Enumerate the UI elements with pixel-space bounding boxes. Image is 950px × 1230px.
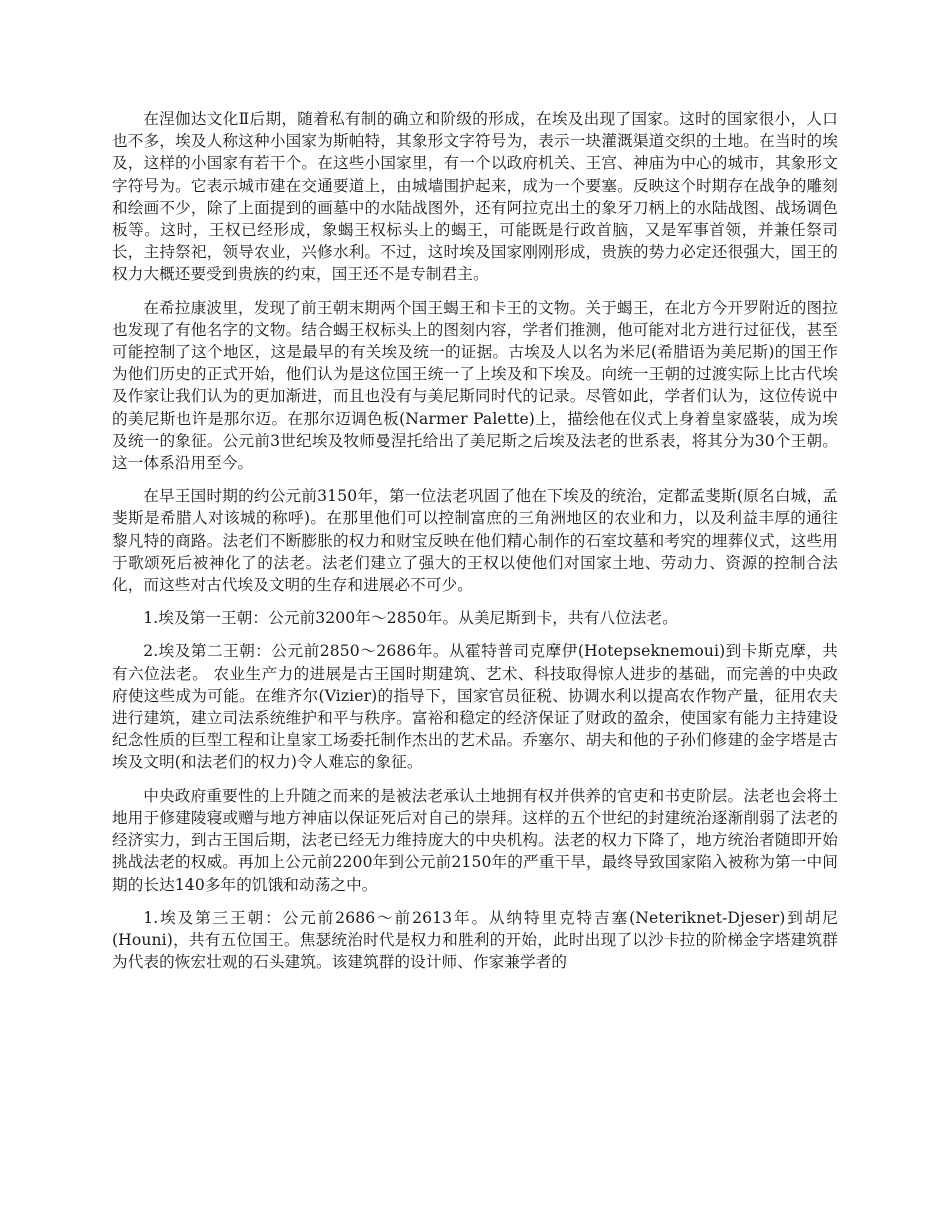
paragraph-third-dynasty: 1.埃及第三王朝：公元前2686～前2613年。从纳特里克特吉塞(Neteriknet-Djeser)到胡尼(Houni)，共有五位国王。焦瑟统治时代是权力和胜利的开始，此时出现了以沙卡拉的阶梯金字塔建筑群为代表的恢宏壮观的石头建筑。该建筑群的设计师、作家兼学者的 [112, 908, 838, 972]
paragraph-central-government-decline: 中央政府重要性的上升随之而来的是被法老承认土地拥有权并供养的官吏和书吏阶层。法老也会将土地用于修建陵寝或赠与地方神庙以保证死后对自己的崇拜。这样的五个世纪的封建统治逐渐削弱了法老的经济实力，到古王国后期，法老已经无力维持庞大的中央机构。法老的权力下降了，地方统治者随即开始挑战法老的权威。再加上公元前2200年到公元前2150年的严重干旱，最终导致国家陷入被称为第一中间期的长达140多年的饥饿和动荡之中。 [112, 786, 838, 894]
paragraph-scorpion-king-unification: 在希拉康波里，发现了前王朝末期两个国王蝎王和卡王的文物。关于蝎王，在北方今开罗附近的图拉也发现了有他名字的文物。结合蝎王权标头上的图刻内容，学者们推测，他可能对北方进行过征伐，甚至可能控制了这个地区，这是最早的有关埃及统一的证据。古埃及人以名为米尼(希腊语为美尼斯)的国王作为他们历史的正式开始，他们认为是这位国王统一了上埃及和下埃及。向统一王朝的过渡实际上比古代埃及作家让我们认为的更加渐进，而且也没有与美尼斯同时代的记录。尽管如此，学者们认为，这位传说中的美尼斯也许是那尔迈。在那尔迈调色板(Narmer Palette)上，描绘他在仪式上身着皇家盛装，成为埃及统一的象征。公元前3世纪埃及牧师曼涅托给出了美尼斯之后埃及法老的世系表，将其分为30个王朝。这一体系沿用至今。 [112, 298, 838, 473]
paragraph-egypt-state-formation: 在涅伽达文化Ⅱ后期，随着私有制的确立和阶级的形成，在埃及出现了国家。这时的国家很小，人口也不多，埃及人称这种小国家为斯帕特，其象形文字符号为，表示一块灌溉渠道交织的土地。在当时的埃及，这样的小国家有若干个。在这些小国家里，有一个以政府机关、王宫、神庙为中心的城市，其象形文字符号为。它表示城市建在交通要道上，由城墙围护起来，成为一个要塞。反映这个时期存在战争的雕刻和绘画不少，除了上面提到的画墓中的水陆战图外，还有阿拉克出土的象牙刀柄上的水陆战图、战场调色板等。这时，王权已经形成，象蝎王权标头上的蝎王，可能既是行政首脑，又是军事首领，并兼任祭司长，主持祭祀，领导农业，兴修水利。不过，这时埃及国家刚刚形成，贵族的势力必定还很强大，国王的权力大概还要受到贵族的约束，国王还不是专制君主。 [112, 110, 838, 284]
paragraph-second-dynasty: 2.埃及第二王朝：公元前2850～2686年。从霍特普司克摩伊(Hotepseknemoui)到卡斯克摩，共有六位法老。 农业生产力的进展是古王国时期建筑、艺术、科技取得惊人进步的基础，而完善的中央政府使这些成为可能。在维齐尔(Vizier)的指导下，国家官员征税、协调水利以提高农作物产量，征用农夫进行建筑，建立司法系统维护和平与秩序。富裕和稳定的经济保证了财政的盈余，使国家有能力主持建设纪念性质的巨型工程和让皇家工场委托制作杰出的艺术品。乔塞尔、胡夫和他的子孙们修建的金字塔是古埃及文明(和法老们的权力)令人难忘的象征。 [112, 642, 838, 772]
document-page [112, 108, 838, 984]
paragraph-first-dynasty: 1.埃及第一王朝：公元前3200年～2850年。从美尼斯到卡，共有八位法老。 [143, 609, 678, 628]
paragraph-early-dynastic-period: 在早王国时期的约公元前3150年，第一位法老巩固了他在下埃及的统治，定都孟斐斯(原名白城，孟斐斯是希腊人对该城的称呼)。在那里他们可以控制富庶的三角洲地区的农业和力，以及利益丰厚的通往黎凡特的商路。法老们不断膨胀的权力和财宝反映在他们精心制作的石室坟墓和考究的埋葬仪式，这些用于歌颂死后被神化了的法老。法老们建立了强大的王权以使他们对国家土地、劳动力、资源的控制合法化，而这些对古代埃及文明的生存和进展必不可少。 [112, 487, 838, 595]
